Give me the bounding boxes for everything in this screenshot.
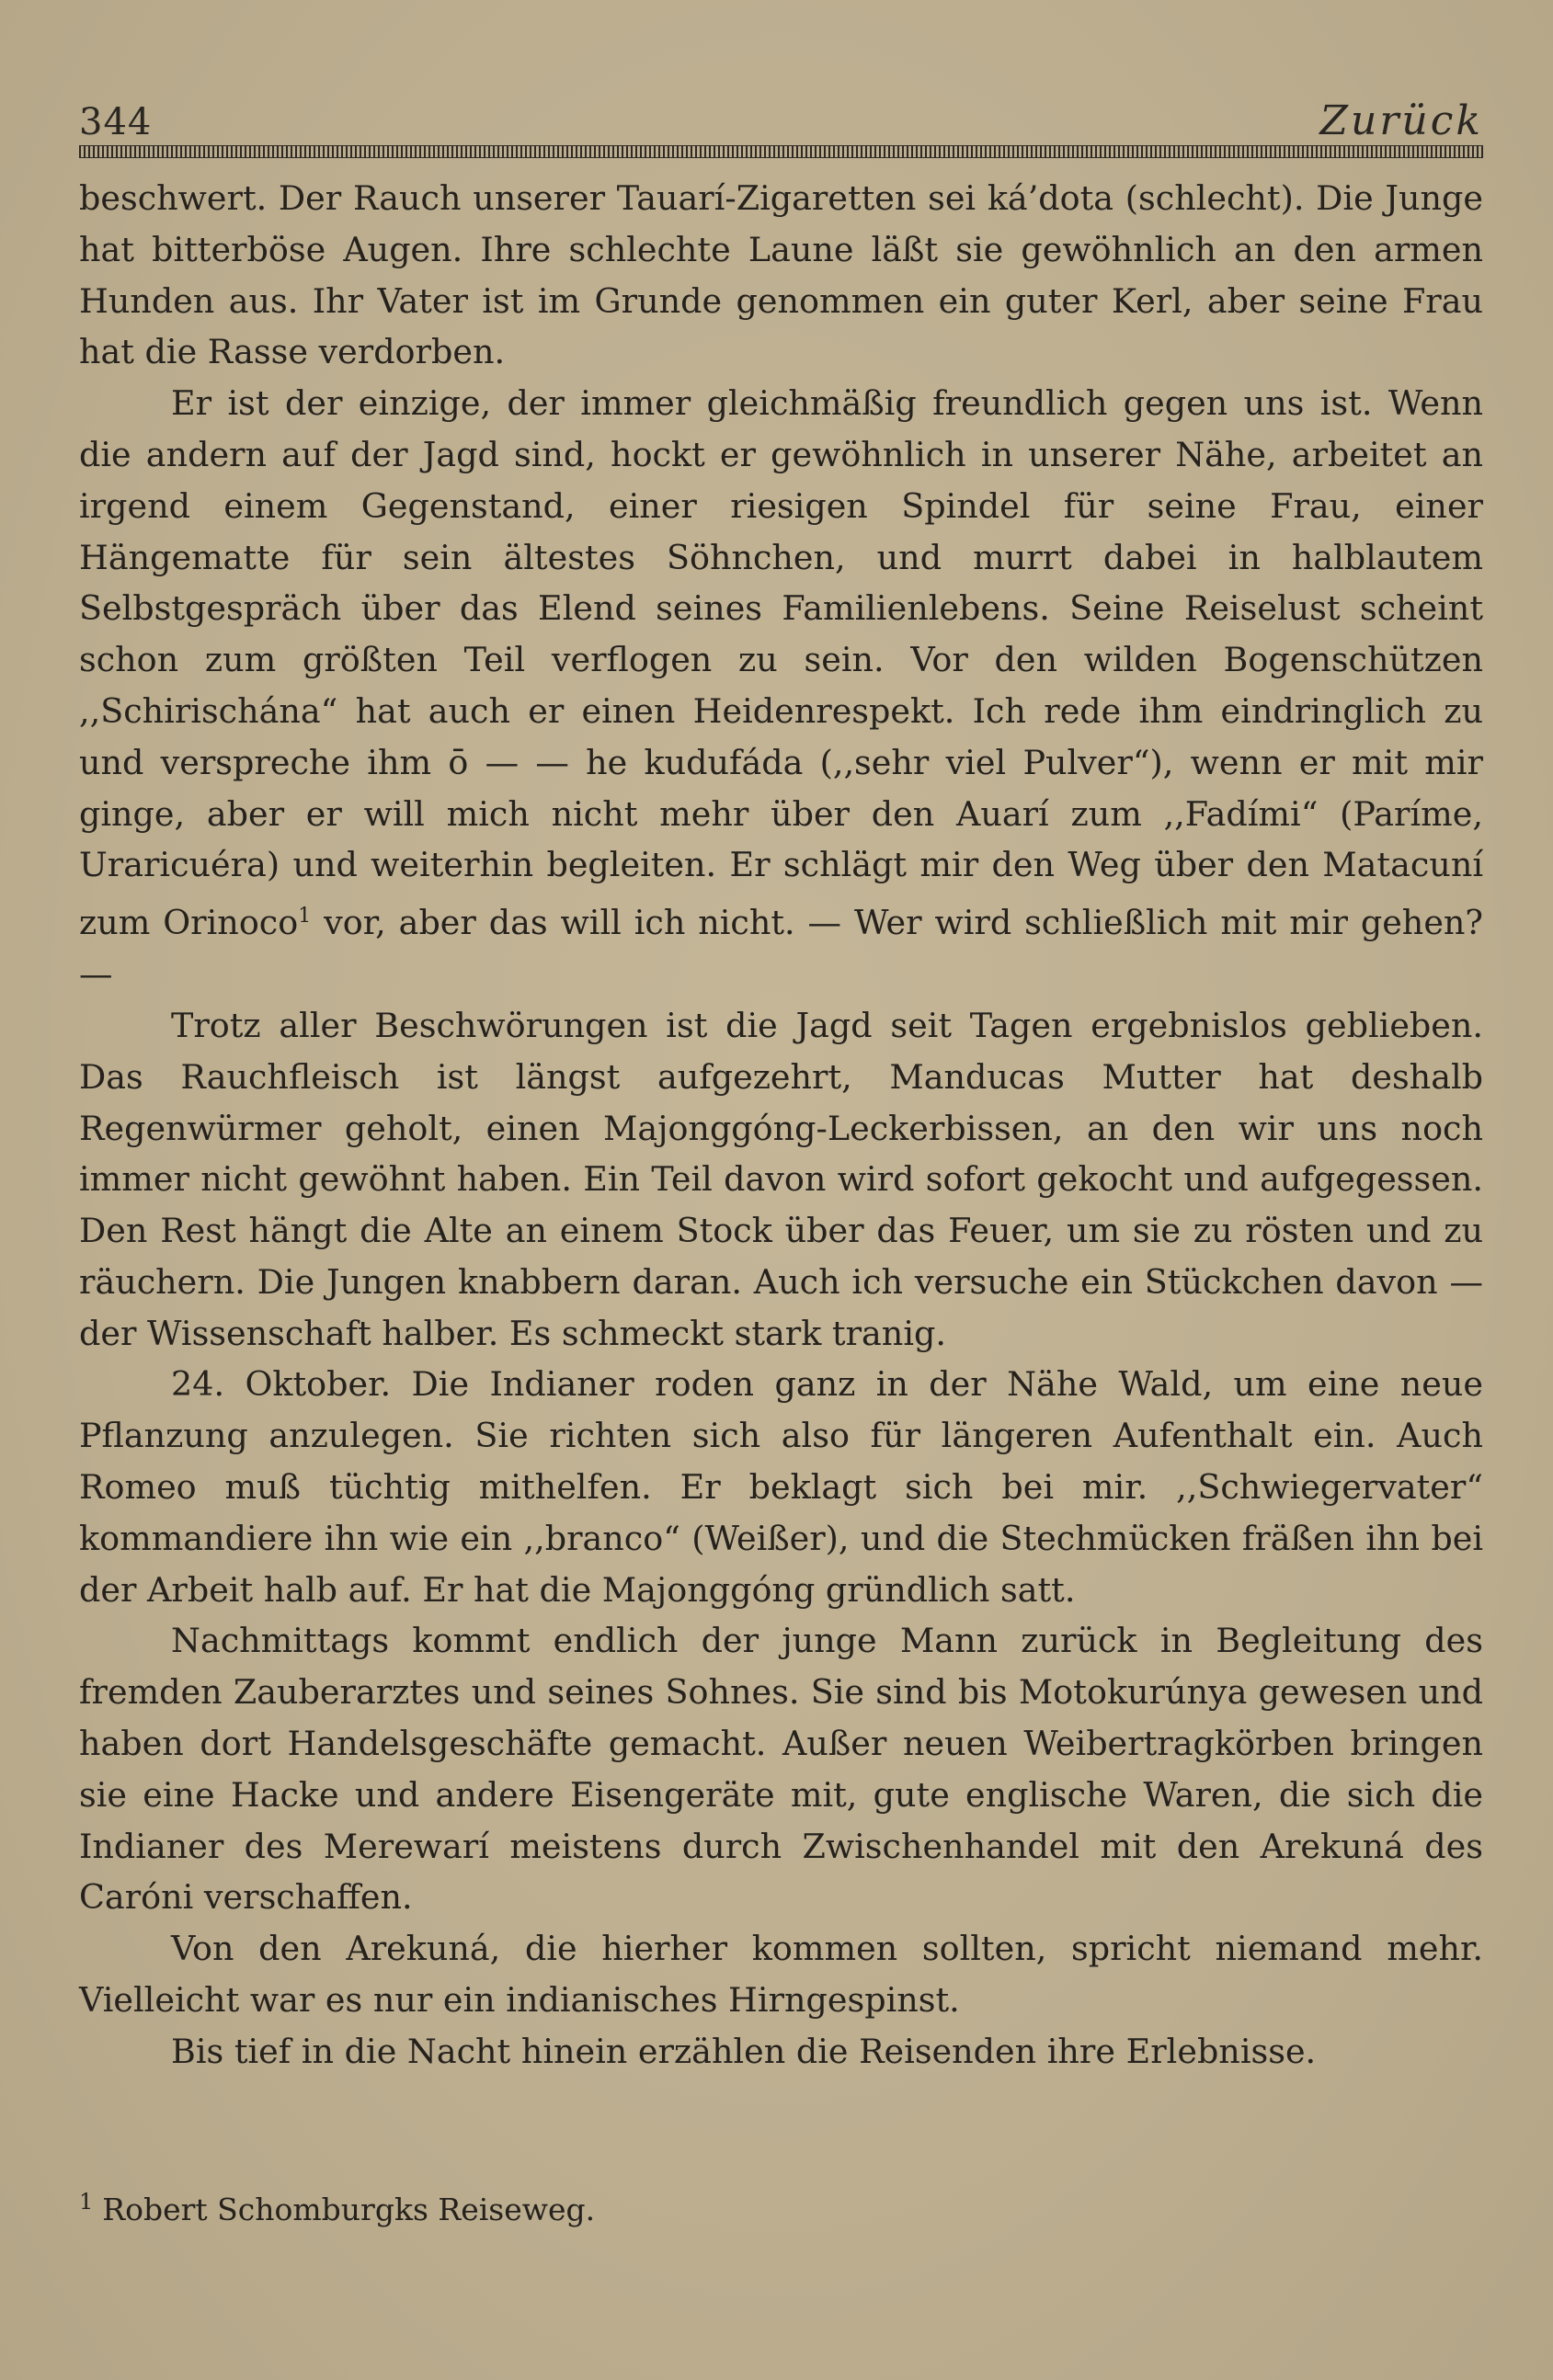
paragraph-1: beschwert. Der Rauch unserer Tauarí-Zigaretten sei ká’dota (schlecht). Die Junge hat bitterböse Augen. Ihre schlechte Laune läßt sie gewöhnlich an den armen Hunden aus. Ihr Vater ist im Grunde genommen ein guter Kerl, aber seine Frau hat die Rasse verdorben. (79, 178, 1483, 372)
footnote-text: Robert Schomburgks Reiseweg. (102, 2192, 596, 2227)
running-head: Zurück (1319, 97, 1483, 144)
paragraph-3: Trotz aller Beschwörungen ist die Jagd seit Tagen ergebnislos geblieben. Das Rauchfleisch ist längst aufgezehrt, Manducas Mutter hat deshalb Regenwürmer geholt, einen Majonggóng-Leckerbissen, an den wir uns noch immer nicht gewöhnt haben. Ein Teil davon wird sofort gekocht und aufgegessen. Den Rest hängt die Alte an einem Stock über das Feuer, um sie zu rösten und zu räuchern. Die Jungen knabbern daran. Auch ich versuche ein Stückchen davon — der Wissenschaft halber. Es schmeckt stark tranig. (79, 1005, 1483, 1353)
paragraph-2 (79, 378, 1483, 1000)
footnote-reference: 1 (298, 905, 312, 928)
paragraph-7: Bis tief in die Nacht hinein erzählen die Reisenden ihre Erlebnisse. (171, 2031, 1317, 2071)
page-number: 344 (79, 101, 153, 143)
paragraph-6: Von den Arekuná, die hierher kommen sollten, spricht niemand mehr. Vielleicht war es nur ein indianisches Hirngespinst. (79, 1929, 1483, 2021)
paragraph-5: Nachmittags kommt endlich der junge Mann zurück in Begleitung des fremden Zauberarztes und seines Sohnes. Sie sind bis Motokurúnya gewesen und haben dort Handelsgeschäfte gemacht. Außer neuen Weibertragkörben bringen sie eine Hacke und andere Eisengeräte mit, gute englische Waren, die sich die Indianer des Merewarí meistens durch Zwischenhandel mit den Arekuná des Caróni verschaffen. (79, 1621, 1483, 1918)
footnote-marker: 1 (79, 2189, 94, 2215)
paragraph-4: 24. Oktober. Die Indianer roden ganz in der Nähe Wald, um eine neue Pflanzung anzulegen. Sie richten sich also für längeren Aufenthalt ein. Auch Romeo muß tüchtig mithelfen. Er beklagt sich bei mir. ,,Schwiegervater“ kommandiere ihn wie ein ,,branco“ (Weißer), und die Stechmücken fräßen ihn bei der Arbeit halb auf. Er hat die Majonggóng gründlich satt. (79, 1364, 1483, 1610)
body-text (79, 173, 1483, 2078)
page-header (79, 97, 1483, 145)
footnote (79, 2181, 1483, 2231)
paragraph-2-text: Er ist der einzige, der immer gleichmäßig freundlich gegen uns ist. Wenn die andern auf der Jagd sind, hockt er gewöhnlich in unserer Nähe, arbeitet an irgend einem Gegenstand, einer riesigen Spindel für seine Frau, einer Hängematte für sein ältestes Söhnchen, und murrt dabei in halblautem Selbstgespräch über das Elend seines Familienlebens. Seine Reiselust scheint schon zum größten Teil verflogen zu sein. Vor den wilden Bogenschützen ,,Schirischána“ hat auch er einen Heidenrespekt. Ich rede ihm eindringlich zu und verspreche ihm ō — — he kudufáda (,,sehr viel Pulver“), wenn er mit mir ginge, aber er will mich nicht mehr über den Auarí zum ,,Fadími“ (Paríme, Uraricuéra) und weiterhin begleiten. Er schlägt mir den Weg über den Matacuní zum Orinoco (79, 383, 1483, 943)
header-ornamental-rule (79, 145, 1483, 158)
paragraph-2-tail: vor, aber das will ich nicht. — Wer wird schließlich mit mir gehen? — (79, 903, 1483, 995)
